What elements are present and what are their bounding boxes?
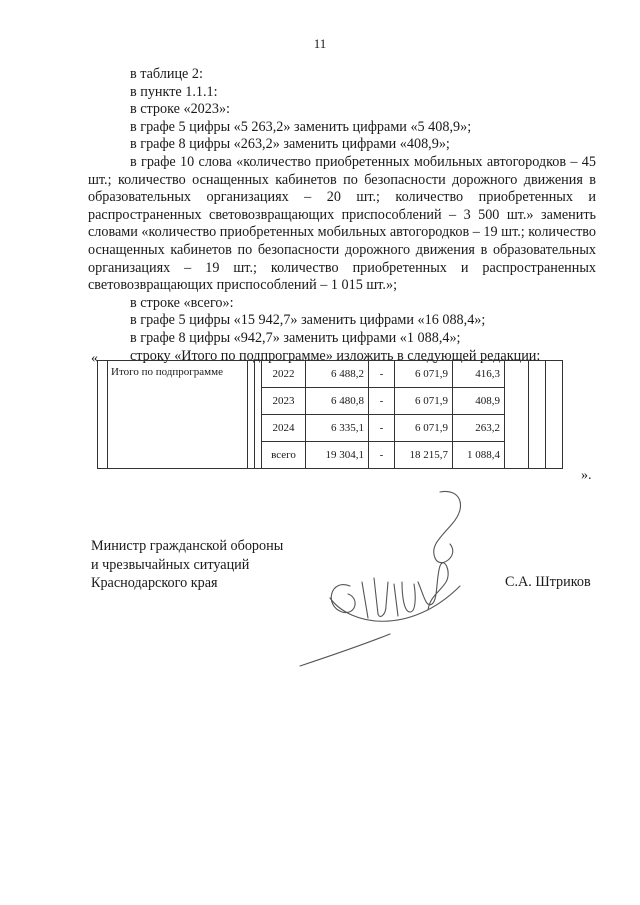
federal-cell: - (369, 415, 395, 442)
paragraph: в графе 10 слова «количество приобретенных мобильных автогородков – 45 шт.; количество оснащенных кабинетов по безопасности дорожного движения в образовательных организациях – 20 шт.; количество приобретенных и распространенных световозвращающих приспособлений – 3 500 шт.» заменить словами «количество приобретенных мобильных автогородков – 19 шт.; количество оснащенных кабинетов по безопасности дорожного движения в образовательных организациях – 19 шт.; количество приобретенных и распространенных световозвращающих приспособлений – 1 015 шт.»; (88, 153, 596, 294)
federal-cell: - (369, 442, 395, 469)
position-line: Краснодарского края (91, 575, 218, 592)
table-cell-empty (529, 361, 546, 469)
local-cell: 263,2 (453, 415, 505, 442)
local-cell: 1 088,4 (453, 442, 505, 469)
period-cell: всего (262, 442, 306, 469)
signer-position (91, 537, 283, 593)
total-cell: 6 488,2 (306, 361, 369, 388)
table-cell-empty (255, 361, 262, 469)
total-cell: 6 480,8 (306, 388, 369, 415)
table-cell-empty (505, 361, 529, 469)
total-cell: 6 335,1 (306, 415, 369, 442)
table-cell-empty (248, 361, 255, 469)
paragraph: в графе 5 цифры «5 263,2» заменить цифрами «5 408,9»; (130, 118, 472, 135)
federal-cell: - (369, 388, 395, 415)
subprogram-total-table (97, 360, 563, 469)
paragraph: строку «Итого по подпрограмме» изложить в следующей редакции: (130, 347, 541, 364)
paragraph: в строке «2023»: (130, 101, 230, 118)
table-row (98, 361, 563, 388)
total-cell: 19 304,1 (306, 442, 369, 469)
period-cell: 2023 (262, 388, 306, 415)
closing-quote: ». (581, 468, 592, 483)
period-cell: 2024 (262, 415, 306, 442)
position-line: и чрезвычайных ситуаций (91, 556, 250, 573)
paragraph: в таблице 2: (130, 66, 203, 82)
page-number: 11 (313, 36, 327, 51)
document-body (88, 66, 596, 365)
regional-cell: 6 071,9 (395, 415, 453, 442)
regional-cell: 6 071,9 (395, 361, 453, 388)
opening-quote: « (91, 351, 98, 366)
local-cell: 408,9 (453, 388, 505, 415)
position-line: Министр гражданской обороны (91, 538, 284, 554)
handwritten-signature (290, 486, 490, 676)
federal-cell: - (369, 361, 395, 388)
table-cell-empty (546, 361, 563, 469)
paragraph: в графе 8 цифры «263,2» заменить цифрами «408,9»; (130, 136, 450, 153)
paragraph: в графе 8 цифры «942,7» заменить цифрами «1 088,4»; (130, 329, 461, 346)
regional-cell: 18 215,7 (395, 442, 453, 469)
regional-cell: 6 071,9 (395, 388, 453, 415)
local-cell: 416,3 (453, 361, 505, 388)
table-cell-empty (98, 361, 108, 469)
paragraph: в графе 5 цифры «15 942,7» заменить цифрами «16 088,4»; (130, 312, 486, 329)
paragraph: в пункте 1.1.1: (130, 83, 218, 100)
row-label-cell: Итого по подпрограмме (108, 361, 248, 469)
paragraph: в строке «всего»: (130, 294, 234, 311)
period-cell: 2022 (262, 361, 306, 388)
signer-name: С.А. Штриков (505, 574, 591, 590)
